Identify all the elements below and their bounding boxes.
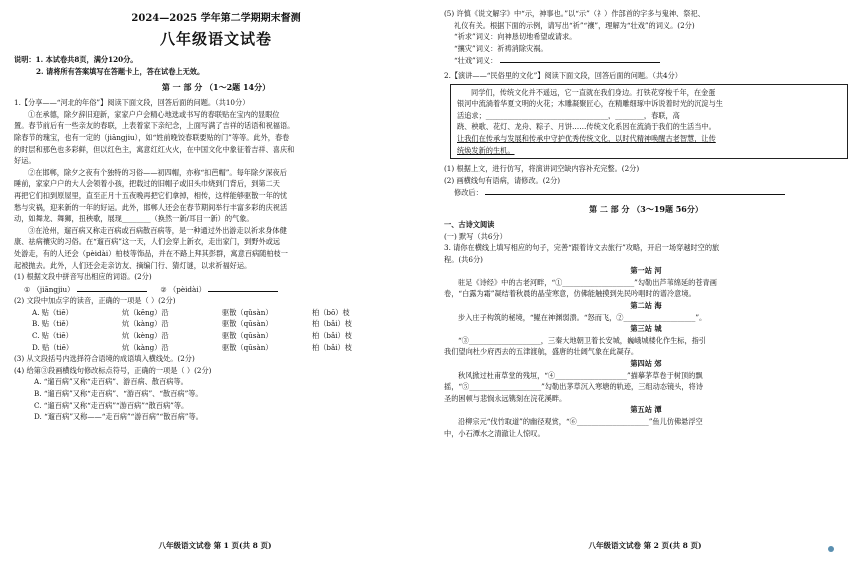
passage-line: ②在邯郸，除夕之夜有个独特的习俗——初四帽，亦称“扣芭帽”。每年除夕深夜后	[28, 167, 287, 177]
passage-line: 的时层和那色也多彩鲜，但以红色主，寓意红红火火，在中国文化中象征着吉祥、喜庆和	[14, 144, 295, 154]
option-cell: 驱散（qūsàn）	[222, 331, 273, 341]
station-1-line: 卷，“白露为霜”凝结着秋晨的晶莹寒意，仿佛能触摸到先民吟唱时的谱冷意境。	[444, 289, 696, 299]
exam-note-1: 说明：1. 本试卷共8页，满分120分。	[14, 55, 138, 64]
q2-2-answer	[444, 186, 848, 199]
passage-line: ①在承德，除夕辞旧迎新，家家户户会精心地选或书写的春联贴在宝内的显眼位	[28, 109, 280, 119]
q1-2-option-c[interactable]	[14, 330, 418, 342]
q1-1-answers	[14, 283, 418, 296]
option-cell: B. 贴（tiě）	[32, 319, 73, 329]
box-line: 跷、秧歌、花灯、龙舟、粽子、月饼……传统文化系因在流淌于我们的生活当中。	[457, 122, 716, 132]
q1-4-option-d[interactable]: D. “遛百病”又称——“走百病”“游百病”“散百病”等。	[34, 412, 203, 422]
q1-2-option-d[interactable]	[14, 342, 418, 354]
station-3-line: “③____________________，三秦大地朝卫着长安城，巍峨城楼化作生标，指引	[458, 335, 707, 345]
option-cell: 柏（bǎi）枝	[312, 331, 352, 341]
passage-line: 愁与灾祸，迎来新的一年的好运。此外，邯郸人还会在春节期间举行丰富多彩的庆祝活	[14, 202, 288, 212]
page-right	[430, 0, 860, 561]
page-footer-left: 八年级语文试卷 第 1 页(共 8 页)	[158, 541, 272, 550]
option-cell: D. 贴（tiē）	[32, 342, 74, 352]
passage-line: 康、祛病禳灾的习俗。在“遛百病”这一天，人们会穿上新衣，走出家门，到野外或远	[14, 237, 281, 247]
box-line: 活追求；__________________________________，________，春联，高	[457, 110, 680, 120]
q1-5-answer-line	[444, 54, 848, 67]
station-5-title: 第五站 潭	[630, 405, 662, 415]
q3-prompt: 3. 请你在横线上填写相应的句子，完善“跟着诗文去旅行”攻略，开启一场穿越时空的旅	[444, 243, 720, 253]
q1-5-example-1: “祈求”词义：向神恳切地希望或请求。	[454, 32, 577, 42]
q1-2-option-a[interactable]	[14, 307, 418, 319]
passage-line: 置。春节前后有一些亲友的春联，上表着家下亲纪念，上面写满了吉祥的话语和祝福语。	[14, 121, 295, 131]
q2-passage-box	[450, 84, 848, 160]
passage-line: 动，如舞龙、舞狮，扭秧歌，展现________（换然一新/耳目一新）的气象。	[14, 214, 254, 224]
q1-passage	[14, 109, 418, 271]
exam-main-title: 八年级语文试卷	[159, 30, 272, 48]
q2-2-prompt: (2) 画横线句有语病，请修改。(2分)	[444, 175, 561, 185]
q1-header: 1.【分享——“河北的年俗”】阅读下面文段，回答后面的问题。（共10分）	[14, 98, 250, 108]
box-line: 银河中流淌着华夏文明的火花；木雕凝聚匠心，在精雕细琢中诉说着时光的沉淀与生	[457, 99, 723, 109]
passage-line: ③在沧州，遛百病又称走百病或百病散百病等，是一种通过外出游走以祈求身体健	[28, 225, 287, 235]
passage-line: 处游走，有的人还会（pèidài）柏枝等饰品，并在不路上拜其彭群，寓意百病随柏枝一	[14, 248, 288, 258]
section1a-title: (一) 默写（共6分）	[444, 231, 507, 241]
station-2-line: 步入庄子构筑的秘境，“鲲在神渊弱溃。“怒而飞，②____________________”。	[458, 312, 707, 322]
q1-4-prompt: (4) 给第③段画横线句修改标点符号，正确的一项是（ ）(2分)	[14, 365, 212, 375]
q1-4-option-b[interactable]: B. “遛百病”又称“走百病”、“游百病”、“散百病”等。	[34, 389, 203, 399]
q1-4-option-c[interactable]: C. “遛百病”又称“走百病”“游百病”“散百病”等。	[34, 400, 189, 410]
q2-2-answer-blank[interactable]	[485, 186, 785, 195]
box-line-underlined: 统焕发新的生机。	[457, 145, 515, 155]
q1-5-prompt: (5) 许慎《说文解字》中“示，神事也。”以“示”（礻）作部首的字多与鬼神、祭祀、	[444, 9, 705, 18]
option-cell: 柏（bǎi）枝	[312, 342, 352, 352]
option-cell: 柏（bǎi）枝	[312, 319, 352, 329]
q1-1-prompt: (1) 根据文段中拼音写出相应的词语。(2分)	[14, 272, 152, 282]
option-cell: 炕（kēng）沿	[122, 307, 169, 317]
passage-line: 好运。	[14, 156, 36, 166]
passage-line: 睡前，家家户户的大人会领着小孩，把载过的旧帽子或旧头巾烧到门背后，到第二天	[14, 179, 280, 189]
page-footer-right: 八年级语文试卷 第 2 页(共 8 页)	[588, 541, 702, 550]
q1-5-example-2: “攘灾”词义：祈祷消除灾祸。	[454, 43, 548, 53]
option-cell: 炕（kàng）沿	[122, 342, 169, 352]
station-1-line: 驻足《诗经》中的古老河畔，“①____________________”勾勒出芦苇绵延的苍青画	[458, 277, 717, 287]
q2-header: 2.【演讲——“民俗里的文化”】阅读下面文段，回答后面的问题。（共4分）	[444, 70, 682, 80]
passage-line: 起被抛去。此外，人们还会走亲访友、摘编门行、猜灯谜，以求祈福好运。	[14, 260, 252, 270]
q1-1-a-blank[interactable]	[77, 283, 147, 292]
q2-1-prompt: (1) 根据上文，进行仿写，将演讲词空缺内容补充完整。(2分)	[444, 164, 640, 174]
station-4-line: 摇，“⑤____________________”勾勒出茅草沉入寒塘的轨迹，三组动态镜头，将诗	[444, 382, 703, 392]
q1-5-answer-label: “壮戏”词义：	[454, 56, 498, 66]
passage-line: 再把它们扣到原屋里，直至正月十五夜晚再把它们拿掉，相传，这样能够驱散一年的忧	[14, 190, 288, 200]
station-2-title: 第二站 海	[630, 301, 662, 311]
station-5-line: 沿柳宗元“伐竹取道”的幽径观赏，“⑥____________________”鱼儿仿佛悬浮空	[458, 417, 703, 426]
part1-title: 第 一 部 分 （1～2题 14分）	[161, 82, 271, 93]
q1-1-b-blank[interactable]	[208, 283, 278, 292]
watermark-logo	[828, 543, 854, 555]
option-cell: A. 贴（tiē）	[32, 307, 73, 317]
option-cell: 炕（kèng）沿	[122, 331, 169, 341]
exam-year-title: 2024—2025 学年第二学期期末督测	[131, 13, 301, 24]
option-cell: 驱散（qǔsàn）	[222, 307, 273, 317]
station-4-line: 圣的困顿与悲悯永远镌刻在浣花溪畔。	[444, 393, 567, 403]
q1-5-prompt-cont: 礼仪有关。根据下面的示例，请写出“祈”“禳”，理解为“壮戏”的词义。(2分)	[454, 20, 695, 30]
q2-2-answer-label: 修改后：	[454, 188, 483, 198]
station-5-line: 中，小石潭水之清澈让人惊叹。	[444, 428, 545, 438]
q3-prompt-cont: 程。(共6分)	[444, 254, 483, 264]
option-cell: 柏（bō）枝	[312, 307, 350, 317]
box-line-underlined: 让我们在传承与发展和传承中守护优秀传统文化，以时代精神唤醒古老智慧，让传	[457, 133, 716, 143]
station-3-line: 我们望向杜少府西去的五津渡航，盛唐的壮阔气象在此凝存。	[444, 347, 639, 357]
q1-2-option-b[interactable]	[14, 318, 418, 330]
q1-4-option-a[interactable]: A. “遛百病”又称“走百病”、游百病、散百病等。	[34, 377, 188, 387]
option-cell: 驱散（qūsàn）	[222, 342, 273, 352]
q1-1-a-label: ① （jiāngjiu）	[24, 284, 75, 294]
option-cell: 驱散（qūsàn）	[222, 319, 273, 329]
q1-5-answer-blank[interactable]	[500, 54, 660, 63]
station-4-title: 第四站 郊	[630, 359, 662, 369]
q1-3-prompt: (3) 从文段括号内选择符合语境的成语填入横线处。(2分)	[14, 354, 195, 364]
option-cell: 炕（kàng）沿	[122, 319, 169, 329]
part2-title: 第 二 部 分 （3～19题 56分）	[589, 203, 703, 214]
option-cell: C. 贴（tiē）	[32, 331, 73, 341]
box-line: 同学们，传统文化并不遥远，它一直就在我们身边。打铁花穿梭千年，在金蛋	[471, 87, 716, 97]
station-3-title: 第三站 城	[630, 324, 662, 334]
q1-1-b-label: ② （pèidài）	[160, 284, 206, 294]
passage-line: 除春节的瑰宝，也有一定的（jiāngjiu），如“姓前晚饺春联要贴的门”等等。此外，春卷	[14, 132, 290, 142]
section1-title: 一、古诗文阅读	[444, 219, 495, 229]
exam-note-2: 2. 请将所有答案填写在答题卡上，答在试卷上无效。	[36, 66, 205, 76]
station-1-title: 第一站 河	[630, 266, 662, 276]
watermark-circle-icon	[828, 546, 834, 552]
q1-2-prompt: (2) 文段中加点字的读音，正确的一项是（ ）(2分)	[14, 296, 176, 306]
station-4-line: 秋风掀过杜甫草堂的残垣，“④____________________”描摹茅草卷于树顶的飘	[458, 370, 703, 380]
